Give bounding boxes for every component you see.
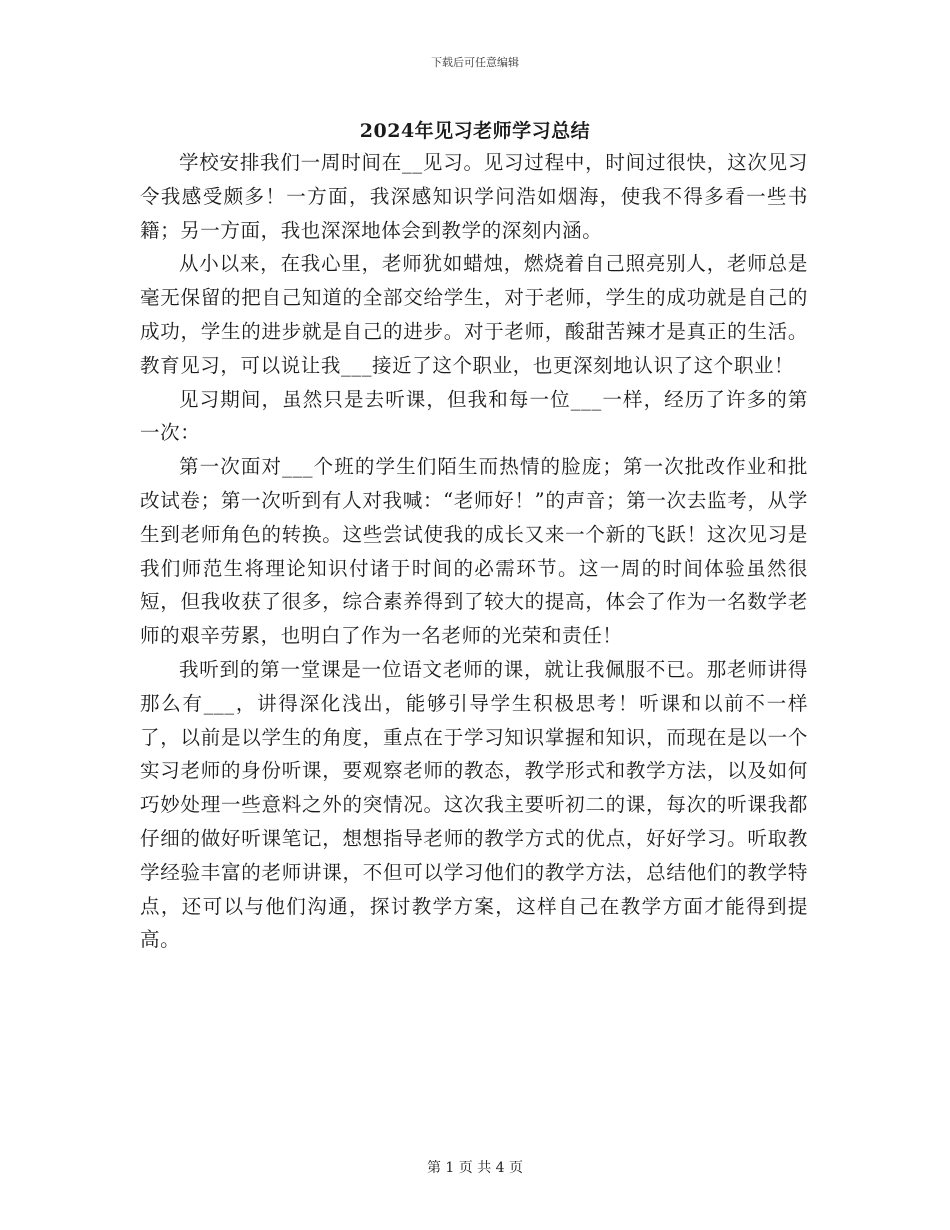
paragraph-2: 从小以来，在我心里，老师犹如蜡烛，燃烧着自己照亮别人，老师总是毫无保留的把自己知道的全部交给学生，对于老师，学生的成功就是自己的成功，学生的进步就是自己的进步。对于老师，酸甜苦辣才是真正的生活。教育见习，可以说让我___接近了这个职业，也更深刻地认识了这个职业！ (140, 252, 808, 377)
paragraph-5: 我听到的第一堂课是一位语文老师的课，就让我佩服不已。那老师讲得那么有___，讲得深化浅出，能够引导学生积极思考！听课和以前不一样了，以前是以学生的角度，重点在于学习知识掌握和知识，而现在是以一个实习老师的身份听课，要观察老师的教态，教学形式和教学方法，以及如何巧妙处理一些意料之外的突情况。这次我主要听初二的课，每次的听课我都仔细的做好听课笔记，想想指导老师的教学方式的优点，好好学习。听取教学经验丰富的老师讲课，不但可以学习他们的教学方法，总结他们的教学特点，还可以与他们沟通，探讨教学方案，这样自己在教学方面才能得到提高。 (140, 657, 808, 952)
paragraph-3: 见习期间，虽然只是去听课，但我和每一位___一样，经历了许多的第一次： (140, 387, 808, 445)
document-title: 2024年见习老师学习总结 (359, 120, 591, 142)
page-number-footer: 第 1 页 共 4 页 (426, 1160, 524, 1176)
paragraph-4: 第一次面对___个班的学生们陌生而热情的脸庞；第一次批改作业和批改试卷；第一次听到有人对我喊：“老师好！”的声音；第一次去监考，从学生到老师角色的转换。这些尝试使我的成长又来一个新的飞跃！这次见习是我们师范生将理论知识付诸于时间的必需环节。这一周的时间体验虽然很短，但我收获了很多，综合素养得到了较大的提高，体会了作为一名数学老师的艰辛劳累，也明白了作为一名老师的光荣和责任！ (140, 455, 808, 648)
paragraph-1: 学校安排我们一周时间在__见习。见习过程中，时间过很快，这次见习令我感受颇多！一方面，我深感知识学问浩如烟海，使我不得多看一些书籍；另一方面，我也深深地体会到教学的深刻内涵。 (140, 151, 808, 242)
document-body (140, 146, 808, 957)
page-header-note: 下载后可任意编辑 (431, 56, 519, 69)
